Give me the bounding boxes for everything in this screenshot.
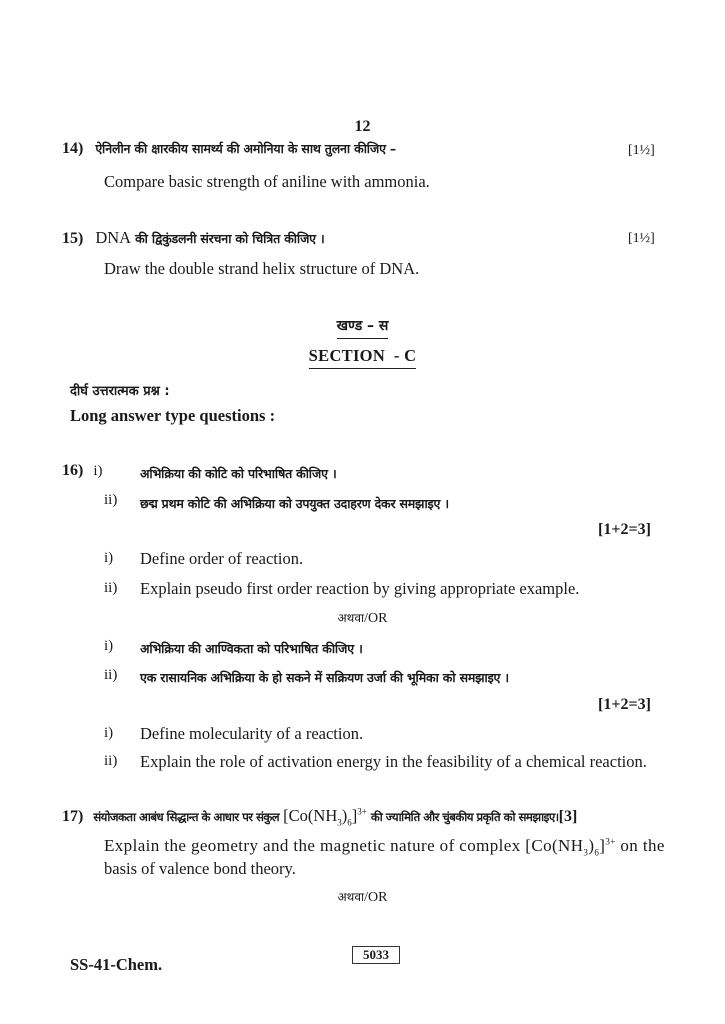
part-label: ii) [104, 753, 118, 769]
question-text-hindi: की द्विकुंडलनी संरचना को चित्रित कीजिए । [135, 231, 325, 246]
part-label: ii) [104, 492, 118, 508]
part-label: i) [93, 463, 103, 479]
or-hindi: अथवा [337, 890, 365, 904]
part-text-hindi: एक रासायनिक अभिक्रिया के हो सकने में सक्रियण उर्जा की भूमिका को समझाइए । [140, 670, 509, 685]
question-16-part-i-hindi [62, 462, 103, 480]
question-17-marks: [3] [558, 808, 578, 825]
question-15-marks: [1½] [628, 231, 655, 246]
question-number: 16) [62, 462, 84, 479]
part-label: ii) [104, 580, 118, 596]
part-text-english: Explain pseudo first order reaction by giving appropriate example. [140, 579, 580, 598]
part-label: i) [104, 638, 114, 654]
question-text-hindi: ऐनिलीन की क्षारकीय सामर्थ्य की अमोनिया के साथ तुलना कीजिए – [95, 141, 396, 156]
question-17-hindi [62, 806, 577, 827]
section-title-english: SECTION - C [309, 346, 417, 369]
paper-code: SS-41-Chem. [70, 955, 163, 974]
part-text-hindi: अभिक्रिया की कोटि को परिभाषित कीजिए । [140, 466, 337, 481]
or-hindi: अथवा [337, 611, 365, 625]
question-text-hindi-before: संयोजकता आबंध सिद्धान्त के आधार पर संकुल [93, 810, 280, 824]
part-text-english: Define molecularity of a reaction. [140, 724, 364, 743]
or-english: /OR [364, 890, 388, 905]
section-subtitle-hindi: दीर्घ उत्तरात्मक प्रश्न : [70, 384, 170, 399]
section-subtitle-english: Long answer type questions : [70, 406, 276, 425]
section-title-english-row [0, 346, 725, 369]
page-code-box: 5033 [352, 946, 400, 964]
part-label: ii) [104, 667, 118, 683]
question-text-hindi-after: की ज्यामिति और चुंबकीय प्रकृति को समझाइए। [370, 810, 559, 824]
page-number: 12 [354, 118, 371, 135]
section-title-hindi-row [0, 316, 725, 339]
question-number: 14) [62, 140, 84, 157]
part-text-hindi: छद्म प्रथम कोटि की अभिक्रिया को उपयुक्त उदाहरण देकर समझाइए । [140, 496, 449, 511]
part-text-english: Define order of reaction. [140, 549, 304, 568]
or-english: /OR [364, 611, 388, 626]
question-15-hindi [62, 228, 325, 248]
part-label: i) [104, 550, 114, 566]
part-label: i) [104, 725, 114, 741]
question-16-marks: [1+2=3] [598, 521, 651, 538]
question-number: 17) [62, 808, 84, 825]
part-text-hindi: अभिक्रिया की आण्विकता को परिभाषित कीजिए । [140, 641, 363, 656]
complex-formula: $[Co(NH_3)_6]^{3+}$ [283, 806, 367, 828]
dna-label: DNA [95, 228, 132, 247]
or-divider [0, 888, 725, 906]
question-17-english-line1: Explain the geometry and the magnetic nature of complex $[Co(NH_3)_6]^{3+}$ on the [104, 836, 665, 858]
question-14-english: Compare basic strength of aniline with ammonia. [104, 172, 430, 191]
question-14-marks: [1½] [628, 143, 655, 158]
question-16-alt-marks: [1+2=3] [598, 696, 651, 713]
question-14-hindi [62, 140, 396, 158]
section-title-hindi: खण्ड – स [337, 316, 389, 339]
question-17-english-line2: basis of valence bond theory. [104, 859, 296, 878]
or-divider [0, 609, 725, 627]
part-text-english: Explain the role of activation energy in the feasibility of a chemical reaction. [140, 752, 647, 771]
question-15-english: Draw the double strand helix structure of DNA. [104, 259, 420, 278]
complex-formula: $[Co(NH_3)_6]^{3+}$ [525, 836, 616, 858]
question-number: 15) [62, 230, 84, 247]
